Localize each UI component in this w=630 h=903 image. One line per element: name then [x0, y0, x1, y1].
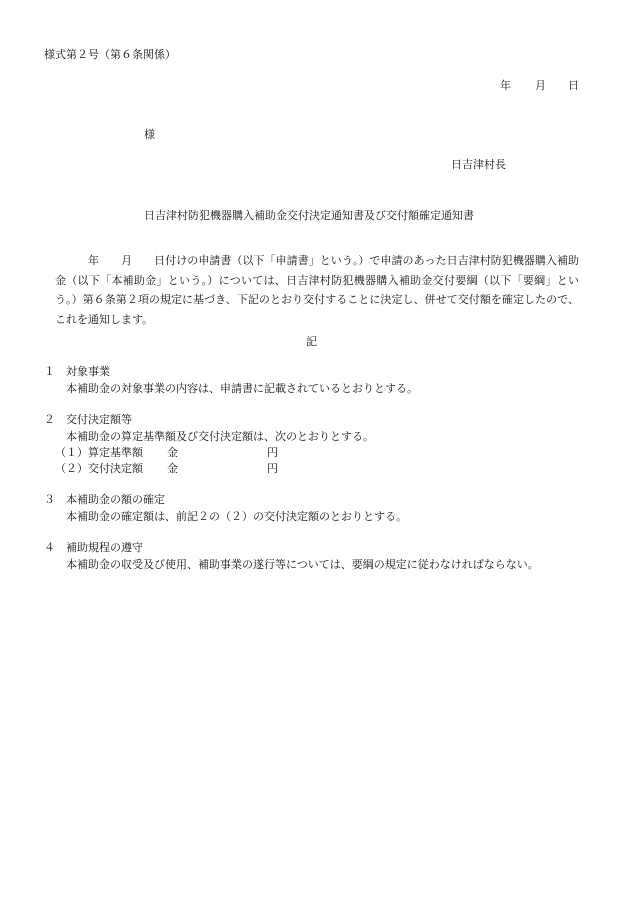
section-2-number: ２	[44, 413, 55, 426]
document-title: 日吉津村防犯機器購入補助金交付決定通知書及び交付額確定通知書	[144, 209, 474, 222]
body-year-label: 年	[88, 254, 100, 267]
addressee-suffix: 様	[144, 128, 155, 141]
section-3-text: 本補助金の確定額は、前記２の（２）の交付決定額のとおりとする。	[66, 510, 407, 523]
section-3-heading: 本補助金の額の確定	[66, 493, 165, 506]
body-paragraph	[55, 251, 579, 329]
amount-2-unit: 円	[267, 462, 278, 475]
form-number: 様式第２号（第６条関係）	[44, 48, 176, 61]
date-day-label: 日	[568, 79, 579, 92]
issuer-name: 日吉津村長	[451, 158, 506, 171]
section-1-heading: 対象事業	[66, 365, 110, 378]
amount-1-unit: 円	[267, 446, 278, 459]
section-1-text: 本補助金の対象事業の内容は、申請書に記載されているとおりとする。	[66, 382, 418, 395]
section-3-number: ３	[44, 493, 55, 506]
section-4-text: 本補助金の収受及び使用、補助事業の遂行等については、要綱の規定に従わなければならない。	[66, 558, 539, 571]
ki-heading: 記	[306, 335, 317, 348]
amount-2-label: （２）交付決定額	[55, 462, 143, 475]
body-text: 日付けの申請書（以下「申請書」という。）で申請のあった日吉津村防犯機器購入補助金（以下「本補助金」という。）については、日吉津村防犯機器購入補助金交付要綱（以下「要綱」という。）第６条第２項の規定に基づき、下記のとおり交付することに決定し、併せて交付額を確定したので、これを通知します。	[55, 254, 580, 326]
date-month-label: 月	[535, 79, 546, 92]
section-4-heading: 補助規程の遵守	[66, 541, 143, 554]
section-2-heading: 交付決定額等	[66, 413, 132, 426]
section-2-text: 本補助金の算定基準額及び交付決定額は、次のとおりとする。	[66, 430, 374, 443]
date-year-label: 年	[500, 79, 511, 92]
amount-2-prefix: 金	[167, 462, 178, 475]
body-month-label: 月	[121, 254, 133, 267]
amount-1-label: （１）算定基準額	[55, 446, 143, 459]
section-4-number: ４	[44, 541, 55, 554]
amount-1-prefix: 金	[167, 446, 178, 459]
section-1-number: １	[44, 365, 55, 378]
